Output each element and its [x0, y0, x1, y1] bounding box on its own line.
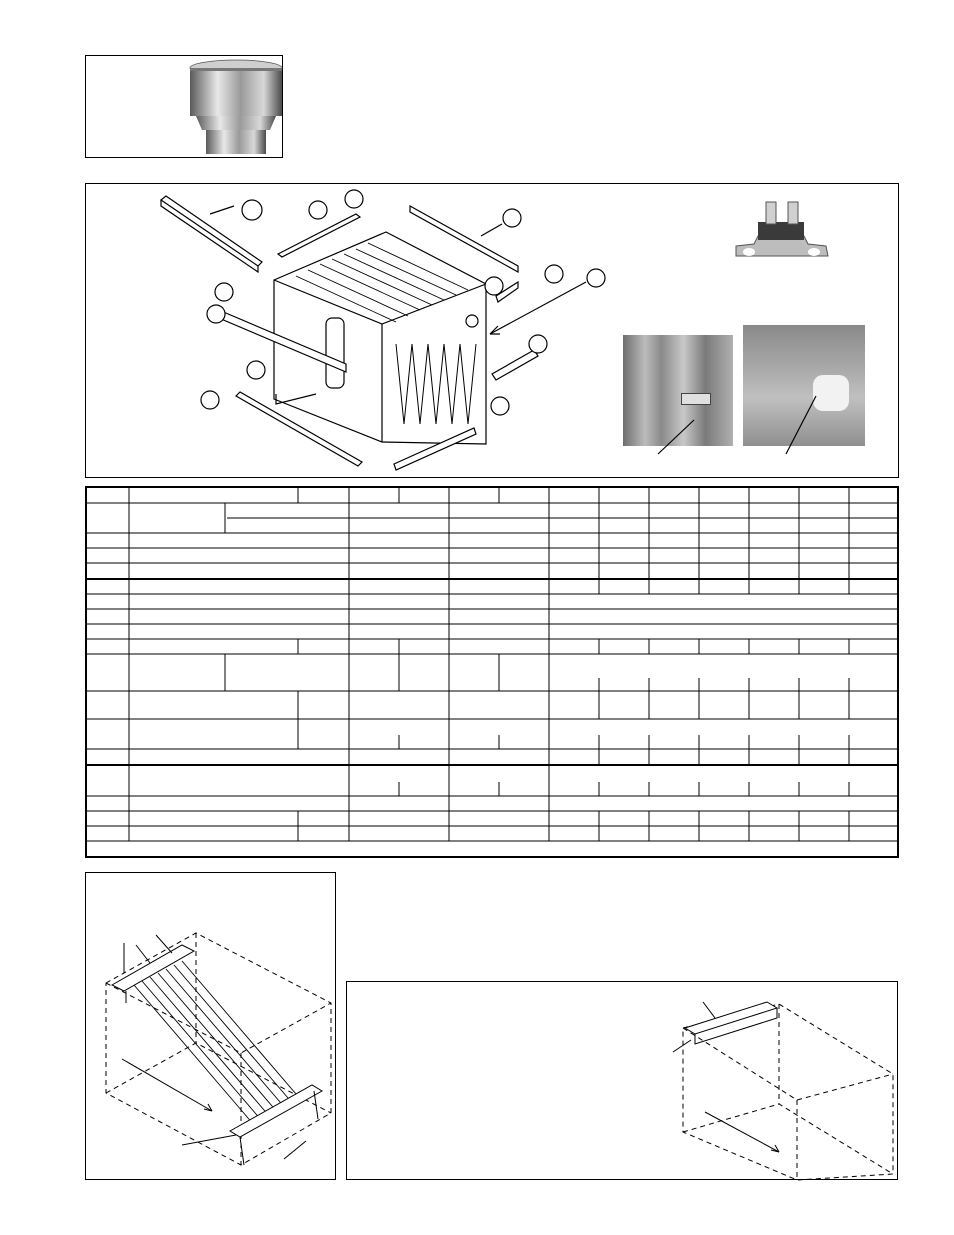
callout-7: [247, 361, 265, 379]
parts-diagram-figure: [85, 183, 899, 478]
channel-diagram-figure: [346, 981, 898, 1180]
callout-10: [529, 335, 547, 353]
callout-6: [207, 305, 225, 323]
install-photo-left: [623, 335, 733, 446]
callout-13: [587, 269, 605, 287]
callout-5: [215, 283, 233, 301]
channel-isometric-diagram: [347, 982, 899, 1181]
callout-12: [545, 265, 563, 283]
vent-cap-figure: [85, 55, 283, 158]
spec-table-grid: [87, 488, 897, 856]
callout-9: [491, 397, 509, 415]
callout-2: [309, 201, 327, 219]
callout-11: [485, 277, 503, 295]
callout-8: [201, 391, 219, 409]
spec-table: [85, 486, 899, 858]
callout-3: [345, 190, 363, 208]
callout-4: [503, 209, 521, 227]
install-photo-right: [743, 325, 865, 446]
vent-cap-illustration: [86, 56, 284, 159]
install-diagram-figure: [85, 872, 336, 1180]
install-isometric-diagram: [86, 873, 337, 1181]
callout-1: [242, 200, 262, 220]
